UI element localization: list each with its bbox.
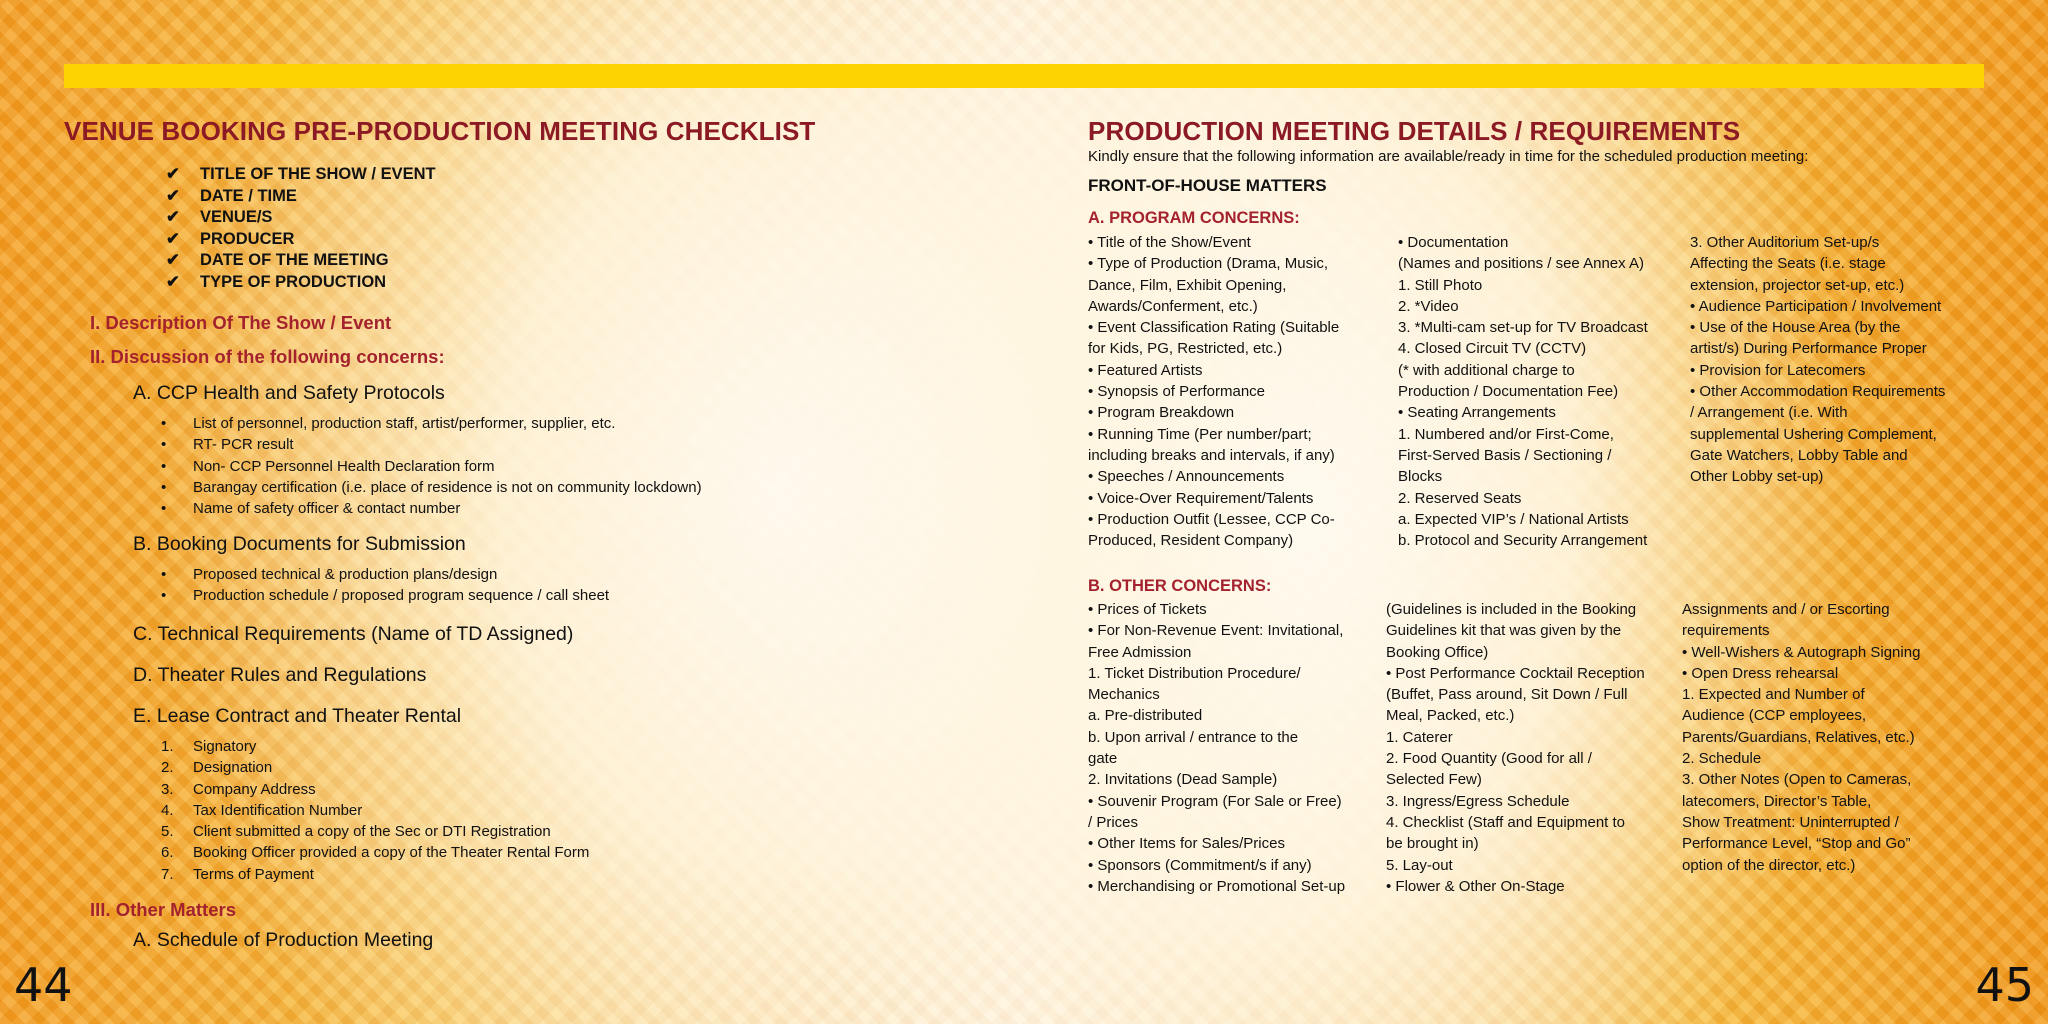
page-number-right: 45 (1975, 958, 2034, 1012)
list-item: • Proposed technical & production plans/design (161, 566, 498, 583)
section-other-matters: III. Other Matters (90, 899, 236, 920)
program-concerns-heading: A. PROGRAM CONCERNS: (1088, 209, 1300, 227)
check-icon: ✔ (166, 165, 180, 183)
left-page-title: VENUE BOOKING PRE-PRODUCTION MEETING CHECKLIST (64, 116, 816, 146)
front-of-house-heading: FRONT-OF-HOUSE MATTERS (1088, 176, 1327, 195)
list-item: 6. Booking Officer provided a copy of the Theater Rental Form (161, 844, 590, 862)
check-icon: ✔ (166, 186, 180, 205)
other-concerns-heading: B. OTHER CONCERNS: (1088, 577, 1272, 595)
check-icon: ✔ (166, 208, 180, 226)
page-number-left: 44 (14, 958, 73, 1012)
section-description: I. Description Of The Show / Event (90, 312, 392, 333)
top-yellow-bar (64, 64, 1984, 88)
other-concerns-column-3: Assignments and / or Escorting requirements • Well-Wishers & Autograph Signing • Open Dress rehearsal 1. Expected and Number of Audience (CCP employees, Parents/Guardians, Relatives, etc.) 2. Schedule 3. Other Notes (Open to Cameras, latecomers, Director’s Table, Show Treatment: Uninterrupted / Performance Level, “Stop and Go” option of the director, etc.) (1682, 601, 1921, 874)
check-icon: ✔ (166, 272, 180, 291)
list-item: • Name of safety officer & contact number (161, 500, 461, 518)
subheading-schedule-meeting: A. Schedule of Production Meeting (133, 929, 434, 951)
checklist-item: ✔ DATE / TIME (166, 186, 436, 208)
checklist-item: ✔ PRODUCER (166, 229, 436, 251)
booking-documents-list (161, 564, 609, 607)
program-concerns-column-3: 3. Other Auditorium Set-up/s Affecting the Seats (i.e. stage extension, projector set-up, etc.) • Audience Participation / Involvement • Use of the House Area (by the artist/s) During Performance Proper • Provision for Latecomers • Other Accommodation Requirements / Arrangement (i.e. With supplemental Ushering Complement, Gate Watchers, Lobby Table and Other Lobby set-up) (1690, 234, 1946, 486)
list-item: 2. Designation (161, 759, 273, 777)
program-concerns-column-2: • Documentation (Names and positions / see Annex A) 1. Still Photo 2. *Video 3. *Multi-cam set-up for TV Broadcast 4. Closed Circuit TV (CCTV) (* with additional charge to Production / Documentation Fee) • Seating Arrangements 1. Numbered and/or First-Come, First-Served Basis / Sectioning / Blocks 2. Reserved Seats a. Expected VIP’s / National Artists b. Protocol and Security Arrangement (1398, 234, 1648, 550)
list-item: 7. Terms of Payment (161, 865, 314, 883)
subheading-technical: C. Technical Requirements (Name of TD Assigned) (133, 623, 574, 645)
subheading-lease-contract: E. Lease Contract and Theater Rental (133, 705, 462, 727)
checklist (166, 164, 436, 293)
checklist-item: ✔ DATE OF THE MEETING (166, 250, 436, 272)
list-item: • Barangay certification (i.e. place of residence is not on community lockdown) (161, 478, 702, 496)
list-item: • RT- PCR result (161, 436, 294, 454)
check-icon: ✔ (166, 229, 180, 248)
check-icon: ✔ (166, 251, 180, 269)
subheading-health-safety: A. CCP Health and Safety Protocols (133, 382, 445, 404)
checklist-item: ✔ TYPE OF PRODUCTION (166, 272, 436, 294)
lease-contract-list (161, 736, 589, 885)
program-concerns-column-1: • Title of the Show/Event • Type of Production (Drama, Music, Dance, Film, Exhibit Opening, Awards/Conferment, etc.) • Event Classification Rating (Suitable for Kids, PG, Restricted, etc.) • Featured Artists • Synopsis of Performance • Program Breakdown • Running Time (Per number/part; including breaks and intervals, if any) • Speeches / Announcements • Voice-Over Requirement/Talents • Production Outfit (Lessee, CCP Co- Produced, Resident Company) (1088, 234, 1340, 550)
list-item: 3. Company Address (161, 780, 316, 798)
section-discussion: II. Discussion of the following concerns: (90, 346, 445, 367)
list-item: • Non- CCP Personnel Health Declaration form (161, 457, 495, 475)
list-item: 5. Client submitted a copy of the Sec or DTI Registration (161, 823, 551, 841)
other-concerns-column-2: (Guidelines is included in the Booking Guidelines kit that was given by the Booking Office) • Post Performance Cocktail Reception (Buffet, Pass around, Sit Down / Full Meal, Packed, etc.) 1. Caterer 2. Food Quantity (Good for all / Selected Few) 3. Ingress/Egress Schedule 4. Checklist (Staff and Equipment to be brought in) 5. Lay-out • Flower & Other On-Stage (1386, 601, 1645, 895)
list-item: • Production schedule / proposed program sequence / call sheet (161, 587, 610, 605)
right-page-title: PRODUCTION MEETING DETAILS / REQUIREMENTS (1088, 116, 1741, 146)
checklist-item: ✔ VENUE/S (166, 207, 436, 229)
health-safety-list (161, 413, 702, 519)
intro-text: Kindly ensure that the following information are available/ready in time for the scheduled production meeting: (1088, 148, 1809, 165)
subheading-theater-rules: D. Theater Rules and Regulations (133, 664, 427, 686)
subheading-booking-documents: B. Booking Documents for Submission (133, 533, 466, 555)
list-item: • List of personnel, production staff, artist/performer, supplier, etc. (161, 415, 616, 432)
other-concerns-column-1: • Prices of Tickets • For Non-Revenue Event: Invitational, Free Admission 1. Ticket Distribution Procedure/ Mechanics a. Pre-distributed b. Upon arrival / entrance to the gate 2. Invitations (Dead Sample) • Souvenir Program (For Sale or Free) / Prices • Other Items for Sales/Prices • Sponsors (Commitment/s if any) • Merchandising or Promotional Set-up (1088, 601, 1346, 895)
list-item: 4. Tax Identification Number (161, 801, 363, 819)
checklist-item: ✔ TITLE OF THE SHOW / EVENT (166, 164, 436, 186)
list-item: 1. Signatory (161, 738, 257, 755)
